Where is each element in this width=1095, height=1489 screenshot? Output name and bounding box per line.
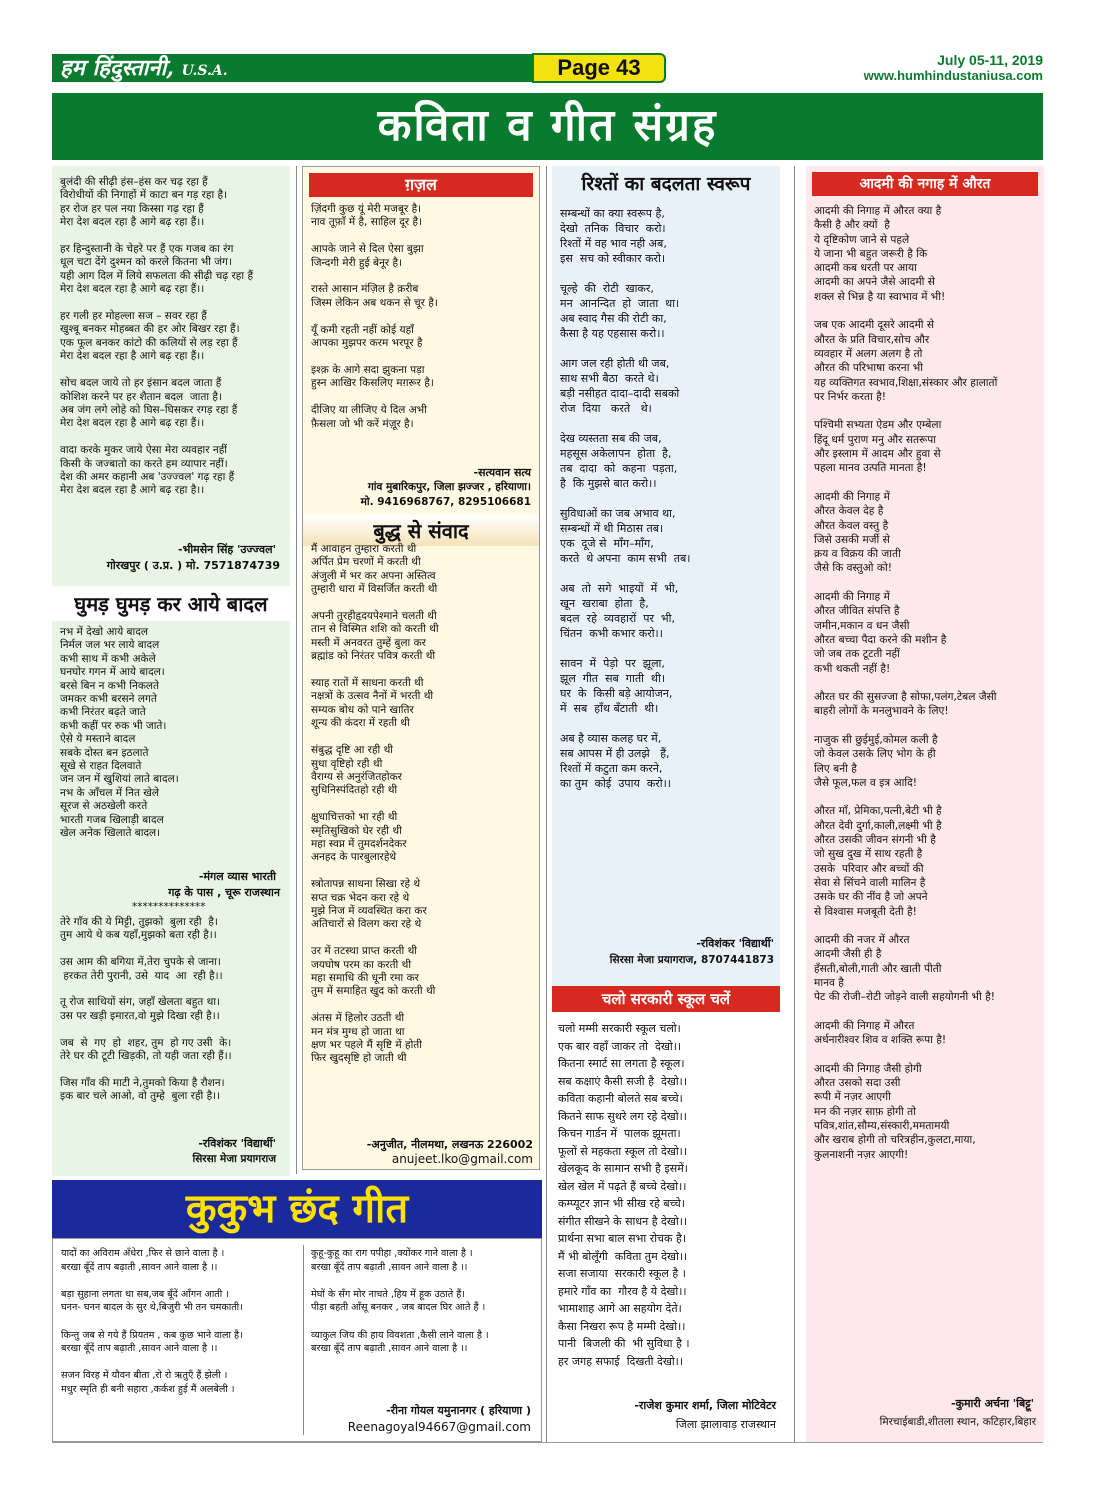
- buddha-title: बुद्ध से संवाद: [303, 515, 539, 546]
- column-1: [52, 166, 290, 1176]
- column-divider: [296, 166, 297, 1174]
- buddha-poem: मैं आवाहन तुम्हारा करती थी अर्पित प्रेम चरणों में करती थी अंजुली में भर कर अपना अस्तित्व तुम्हारी धारा में विसर्जित करती थी अपनी तुरहीहृदयपेश्माने चलती थी तान से विस्मित शशि को करती थी मस्ती में अनवरत तुम्हें बुला कर ब्रह्मांड को निरंतर पवित्र करती थी स्याह रातों में साधना करती थी नक्षत्रों के उत्सव नैनों में भरती थी सम्यक बोध को पाने खातिर शून्य की कंदरा में रहती थी संबुद्ध दृष्टि आ रही थी सुधा वृष्टिहो रही थी वैराग्य से अनुरंजितहोकर सुधिनिस्पंदितहो रही थी क्षुधाचित्तको भा रही थी स्मृतिसुखिको घेर रही थी महा स्वप्न में तुमदर्शनदेकर अनहद के पारबुलारहेथे स्त्रोतापन्न साधना सिखा रहे थे सप्त चक्र भेदन करा रहे थे मुझे निज में व्यवस्थित करा कर अतिचारों से विलग करा रहे थे उर में तटस्था प्राप्त करती थी जयघोष परम का करती थी महा समाधि की धूनी रमा कर तुम में समाहित खुद को करती थी अंतस में हिलोर उठती थी मन मंत्र मुग्ध हो जाता था क्षण भर पहले मैं सृष्टि में होती फिर खुदसृष्टि हो जाती थी: [311, 543, 439, 1065]
- poem-place: गढ़ के पास , चूरू राजस्थान: [168, 886, 280, 899]
- kukubh-left: यादों का अविराम अँधेरा ,फिर से छाने वाला है । बरखा बूँदें ताप बढ़ाती ,सावन आने वाला है ।। बड़ा सुहाना लगता था सब,जब बूँदें आँगन आती । घनन- घनन बादल के सुर थे,बिजुरी भी तन चमकाती। किन्तु जब से गये हैं प्रियतम , कब कुछ भाने वाला है। बरखा बूँदें ताप बढ़ाती ,सावन आने वाला है ।। सजन विरह में यौवन बीता ,रो रो ऋतुएँ हैं झेली । मधुर स्मृति ही बनी सहारा ,कर्कश हुई मैं अलबेली ।: [61, 1248, 243, 1395]
- aurat-author: -कुमारी अर्चना 'बिट्टू': [950, 1397, 1034, 1410]
- column-4: [806, 166, 1044, 1442]
- kukubh-right: कुहू-कुहू का राग पपीहा ,क्योंकर गाने वाला है । बरखा बूँदें ताप बढ़ाती ,सावन आने वाला है ।। मेघों के सँग मोर नाचते ,हिय में हूक उठाते हैं। पीड़ा बहती आँसू बनकर , जब बादल घिर आते हैं । व्याकुल जिय की हाय विवशता ,कैसी लाने वाला है । बरखा बूँदें ताप बढ़ाती ,सावन आने वाला है ।।: [311, 1248, 489, 1355]
- rishton-author: -रविशंकर 'विद्यार्थी': [696, 937, 774, 950]
- kukubh-email[interactable]: Reenagoyal94667@gmail.com: [347, 1420, 531, 1434]
- school-poem: चलो मम्मी सरकारी स्कूल चलो। एक बार वहाँ जाकर तो देखो।। कितना स्मार्ट सा लगता है स्कूल। सब कक्षाएं कैसी सजी है देखो।। कविता कहानी बोलते सब बच्चे। कितने साफ सुथरे लग रहे देखो।। किचन गार्डन में पालक झूमता। फूलों से महकता स्कूल तो देखो।। खेलकूद के सामान सभी है इसमें। खेल खेल में पढ़ते हैं बच्चे देखो।। कम्प्यूटर ज्ञान भी सीख रहे बच्चे। संगीत सीखने के साधन है देखो।। प्रार्थना सभा बाल सभा रोचक है। मैं भी बोलूँगी कविता तुम देखो।। सजा सजाया सरकारी स्कूल है । हमारे गाँव का गौरव है ये देखो।। भामाशाह आगे आ सहयोग देते। कैसा निखरा रूप है मम्मी देखो।। पानी बिजली की भी सुविधा है । हर जगह सफाई दिखती देखो।।: [558, 1022, 690, 1368]
- kukubh-body: [52, 1238, 542, 1442]
- rishton-poem: सम्बन्धों का क्या स्वरूप है, देखो तनिक विचार करो। रिश्तों में वह भाव नही अब, इस सच को स्वीकार करो। चूल्हे की रोटी खाकर, मन आनन्दित हो जाता था। अब स्वाद गैस की रोटी का, कैसा है यह एहसास करो।। आग जल रही होती थी जब, साथ सभी बैठा करते थे। बड़ी नसीहत दादा–दादी सबको रोज दिया करते थे। देख व्यस्तता सब की जब, महसूस अकेलापन होता है, तब दादा को कहना पड़ता, है कि मुझसे बात करो।। सुविधाओं का जब अभाव था, सम्बन्धों में थी मिठास तब। एक दूजे से माँग–माँग, करते थे अपना काम सभी तब। अब तो सगे भाइयों में भी, खून खराबा होता है, बदल रहे व्यवहारों पर भी, चिंतन कभी कभार करो।। सावन में पेड़ो पर झूला, झूल गीत सब गाती थी। घर के किसी बड़े आयोजन, में सब हाँथ बँटाती थी। अब है व्यास कलह घर में, सब आपस में ही उलझे हैं, रिश्तों में कटुता कम करने, का तुम कोई उपाय करो।।: [560, 207, 691, 790]
- school-place: जिला झालावाड़ राजस्थान: [675, 1418, 776, 1431]
- poem-place: सिरसा मेजा प्रयागराज: [192, 1153, 276, 1165]
- website-link[interactable]: www.humhindustaniusa.com: [863, 68, 1043, 83]
- column-3-bottom: [552, 986, 780, 1441]
- logo-text: हम हिंदुस्तानी,: [60, 55, 174, 81]
- kukubh-banner: कुकुभ छंद गीत: [52, 1180, 542, 1238]
- column-2: [302, 166, 540, 1170]
- buddha-email[interactable]: anujeet.lko@gmail.com: [391, 1152, 533, 1166]
- poem-author: -मंगल व्यास भारती: [198, 870, 276, 883]
- school-author: -राजेश कुमार शर्मा, जिला मोटिवेटर: [634, 1399, 776, 1412]
- ghazal-heading: ग़ज़ल: [309, 173, 533, 197]
- ghazal-author: -सत्यवान सत्य: [473, 466, 531, 479]
- divider-stars: **************: [132, 901, 206, 913]
- rishton-place: सिरसा मेजा प्रयागराज, 8707441873: [609, 954, 774, 966]
- masthead-logo: [52, 54, 546, 85]
- poem-author: -भीमसेन सिंह 'उज्ज्वल': [178, 543, 276, 556]
- column-divider: [794, 166, 795, 1442]
- rishton-title: रिश्तों का बदलता स्वरूप: [581, 173, 751, 195]
- poem-place: गोरखपुर ( उ.प्र. ) मो. 7571874739: [106, 559, 280, 572]
- column-3: [552, 166, 780, 986]
- page-number: Page 43: [532, 53, 666, 83]
- ghazal-text: ज़िंदगी कुछ यूं मेरी मजबूर है। नाव तूफ़ाँ में है, साहिल दूर है। आपके जाने से दिल ऐसा बुझा जिन्दगी मेरी हुई बेनूर है। रास्ते आसान मंज़िल है क़रीब जिस्म लेकिन अब थकन से चूर है। यूँ कमी रहती नहीं कोई यहाँ आपका मुझपर करम भरपूर है इश्क़ के आगे सदा झुकना पड़ा हुस्न आखिर किसलिए मग़रूर है। दीजिए या लीजिए ये दिल अभी फ़ैसला जो भी करें मंज़ूर है।: [311, 203, 438, 430]
- buddha-author: -अनुजीत, नीलमथा, लखनऊ 226002: [366, 1138, 533, 1151]
- section-banner: कविता व गीत संग्रह: [52, 93, 1043, 160]
- masthead-bar: [52, 54, 546, 82]
- kukubh-divider: [303, 1245, 304, 1435]
- aurat-heading: आदमी की नगाह में औरत: [812, 172, 1038, 196]
- poem-gaon-ki-mitti: तेरे गाँव की ये मिट्टी, तुझको बुला रही है। तुम आये थे कब यहाँ,मुझको बता रही है।। उस आम की बगिया में,तेरा चुपके से जाना। हरकत तेरी पुरानी, उसे याद आ रही है।। तू रोज साथियों संग, जहाँ खेलता बहुत था। उस पर खड़ी इमारत,वो मुझे दिखा रही है।। जब से गए हो शहर, तुम हो गए उसी के। तेरे घर की टूटी खिड़की, तो यही जता रही हैं।। जिस गाँव की माटी ने,तुमको किया है रौशन। इक बार चले आओ, वो तुम्हे बुला रही है।।: [60, 916, 232, 1103]
- poem-mera-desh: बुलंदी की सीढ़ी हंस–हंस कर चढ़ रहा हैं विरोधीयों की निगाहों में काटा बन गड़ रहा है। हर रोज हर पल नया किस्सा गढ़ रहा हैं मेरा देश बदल रहा है आगे बढ़ रहा हैं।। हर हिन्दुस्तानी के चेहरे पर हैं एक गजब का रंग धूल चटा देंगे दुश्मन को करले कितना भी जंग। यही आग दिल में लिये सफलता की सीढ़ी चढ़ रहा हैं मेरा देश बदल रहा है आगे बढ़ रहा हैं।। हर गली हर मोहल्ला सज – सवर रहा हैं खुश्बू बनकर मोहब्बत की हर ओर बिखर रहा हैं। एक फूल बनकर कांटो की कलियों से लड़ रहा हैं मेरा देश बदल रहा है आगे बढ़ रहा हैं।। सोच बदल जाये तो हर इंसान बदल जाता हैं कोशिश करने पर हर शैतान बदल जाता है। अब जंग लगे लोहे को घिस–घिसकर रगड़ रहा हैं मेरा देश बदल रहा है आगे बढ़ रहा हैं।। वादा करके मुकर जाये ऐसा मेरा व्यवहार नहीं किसी के जज्बातो का करते हम व्यापार नहीं। देश की अमर कहानी अब 'उज्ज्वल' गढ़ रहा हैं मेरा देश बदल रहा है आगे बढ़ रहा है।।: [60, 176, 254, 497]
- school-heading: चलो सरकारी स्कूल चलें: [552, 986, 780, 1012]
- kukubh-author: -रीना गोयल यमुनानगर ( हरियाणा ): [386, 1404, 531, 1417]
- poem-author: -रविशंकर 'विद्यार्थी': [198, 1137, 276, 1150]
- aurat-place: मिरचाईबाडी,शीतला स्थान, कटिहार,बिहार: [879, 1416, 1036, 1428]
- ghazal-phone: मो. 9416968767, 8295106681: [360, 496, 531, 508]
- aurat-poem: आदमी की निगाह में औरत क्या है कैसी है और क्यों है ये दृष्टिकोण जाने से पहले ये जाना भी बहुत जरूरी है कि आदमी कब धरती पर आया आदमी का अपने जैसे आदमी से शक्ल से भिन्न है या स्वाभाव में भी! जब एक आदमी दूसरे आदमी से औरत के प्रति विचार,सोच और व्यवहार में अलग अलग है तो औरत की परिभाषा करना भी यह व्यक्तिगत स्वभाव,शिक्षा,संस्कार और हालातों पर निर्भर करता है! पश्चिमी सभ्यता ऐडम और एम्बेला हिंदू धर्म पुराण मनु और सतरूपा और इस्लाम में आदम और हुवा से पहला मानव उत्पति मानता है! आदमी की निगाह में औरत केवल देह है औरत केवल वस्तु है जिसे उसकी मर्जी से क्रय व विक्रय की जाती जैसे कि वस्तुओ को! आदमी की निगाह में औरत जीवित संपत्ति है जमीन,मकान व धन जैसी औरत बच्चा पैदा करने की मशीन है जो जब तक टूटती नहीं कभी थकती नहीं है! औरत घर की सुसज्जा है सोफा,पलंग,टेबल जैसी बाहरी लोगों के मनलुभावने के लिए! नाजुक सी छुईमुई,कोमल कली है जो केवल उसके लिए भोग के ही लिए बनी है जैसे फूल,फल व इत्र आदि! औरत माँ, प्रेमिका,पत्नी,बेटी भी है औरत देवी दुर्गा,काली,लक्ष्मी भी है औरत उसकी जीवन संगनी भी है जो सुख दुख में साथ रहती है उसके परिवार और बच्चों की सेवा से सिंचने वाली मालिन है उसके घर की नींव है जो अपने से विश्वास मजबूती देती है! आदमी की नजर में औरत आदमी जैसी ही है हँसती,बोली,गाती और खाती पीती मानव है पेट की रोजी–रोटी जोड़ने वाली सहयोगनी भी है! आदमी की निगाह में औरत अर्धनारीश्वर शिव व शक्ति रूपा है! आदमी की निगाह जैसी होगी औरत उसको सदा उसी रूपी में नज़र आएगी मन की नज़र साफ़ होगी तो पवित्र,शांत,सौम्य,संस्कारी,ममतामयी और खराब होगी तो चरित्रहीन,कुलटा,माया, कुलनाशनी नज़र आएगी!: [814, 205, 998, 1161]
- poem-title: घुमड़ घुमड़ कर आये बादल: [52, 586, 290, 621]
- ghazal-place: गांव मुबारिकपुर, जिला झज्जर , हरियाणा।: [367, 481, 531, 493]
- logo-suffix: U.S.A.: [181, 63, 228, 79]
- issue-date: July 05-11, 2019: [937, 52, 1043, 68]
- poem-badal: नभ में देखो आये बादल निर्मल जल भर लाये बादल कभी साथ में कभी अकेले घनघोर गगन में आये बादल। बरसे बिन न कभी निकलते जमकर कभी बरसने लगते कभी निरंतर बढ़ते जाते कभी कहीं पर रुक भी जाते। ऐसे ये मस्ताने बादल सबके दोस्त बन इठलाते सूखे से राहत दिलवाते जन जन में खुशियां लाते बादल। नभ के आँचल में नित खेले सूरज से अठखेली करते भारती गजब खिलाड़ी बादल खेल अनेक खिलाते बादल।: [60, 626, 179, 840]
- bottom-rule: [52, 1442, 1043, 1443]
- column-divider: [546, 166, 547, 1442]
